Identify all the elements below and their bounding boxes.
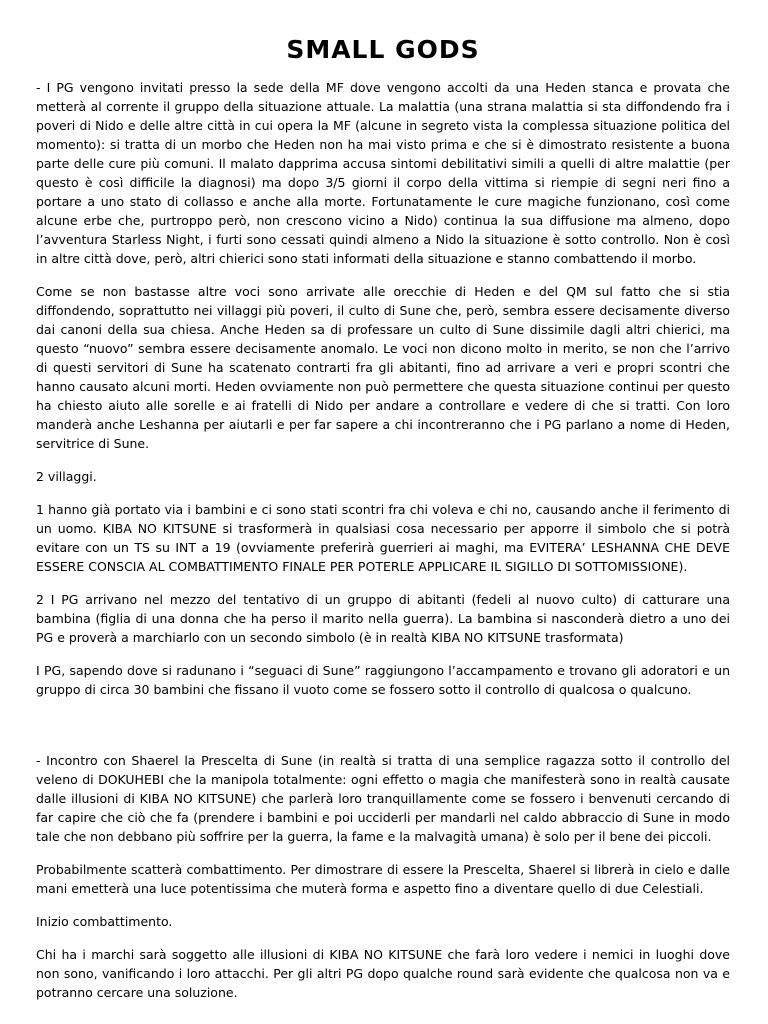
paragraph-village-two: 2 I PG arrivano nel mezzo del tentativo di un gruppo di abitanti (fedeli al nuovo culto) di catturare una bambina (figlia di una donna che ha perso il marito nella guerra). La bambina si nasconderà dietro a uno dei PG e proverà a marchiarlo con un secondo simbolo (è in realtà KIBA NO KITSUNE trasformata): [36, 592, 730, 645]
document-title: SMALL GODS: [286, 35, 480, 64]
section-spacer: [36, 713, 730, 751]
paragraph-village-one: 1 hanno già portato via i bambini e ci sono stati scontri fra chi voleva e chi no, causando anche il ferimento di un uomo. KIBA NO KITSUNE si trasformerà in qualsiasi cosa necessario per apporre il simbolo che si potrà evitare con un TS su INT a 19 (ovviamente preferirà guerrieri ai maghi, ma EVITERA’ LESHANNA CHE DEVE ESSERE CONSCIA AL COMBATTIMENTO FINALE PER POTERLE APPLICARE IL SIGILLO DI SOTTOMISSIONE).: [36, 502, 730, 574]
paragraph-camp: I PG, sapendo dove si radunano i “seguaci di Sune” raggiungono l’accampamento e trovano gli adoratori e un gruppo di circa 30 bambini che fissano il vuoto come se fossero sotto il controllo di qualcosa o qualcuno.: [36, 663, 730, 697]
paragraph-illusions: Chi ha i marchi sarà soggetto alle illusioni di KIBA NO KITSUNE che farà loro vedere i nemici in luoghi dove non sono, vanificando i loro attacchi. Per gli altri PG dopo qualche round sarà evidente che qualcosa non va e potranno cercare una soluzione.: [36, 947, 730, 1000]
paragraph-combat-start: Probabilmente scatterà combattimento. Per dimostrare di essere la Prescelta, Shaerel si librerà in cielo e dalle mani emetterà una luce potentissima che muterà forma e aspetto fino a diventare quello di due Celestiali.: [36, 862, 730, 896]
paragraph-intro: - I PG vengono invitati presso la sede della MF dove vengono accolti da una Heden stanca e provata che metterà al corrente il gruppo della situazione attuale. La malattia (una strana malattia si sta diffondendo fra i poveri di Nido e delle altre città in cui opera la MF (alcune in segreto vista la complessa situazione politica del momento): si tratta di un morbo che Heden non ha mai visto prima e che si è dimostrato resistente a buona parte delle cure più comuni. Il malato dapprima accusa sintomi debilitativi simili a quelli di altre malattie (per questo è così difficile la diagnosi) ma dopo 3/5 giorni il corpo della vittima si riempie di segni neri fino a portare a uno stato di collasso e anche alla morte. Fortunatamente le cure magiche funzionano, così come alcune erbe che, purtroppo però, non crescono vicino a Nido) continua la sua diffusione ma almeno, dopo l’avventura Starless Night, i furti sono cessati quindi almeno a Nido la situazione è sotto controllo. Non è così in altre città dove, però, altri chierici sono stati informati della situazione e stanno combattendo il morbo.: [36, 80, 730, 266]
paragraph-shaerel: - Incontro con Shaerel la Prescelta di Sune (in realtà si tratta di una semplice ragazza sotto il controllo del veleno di DOKUHEBI che la manipola totalmente: ogni effetto o magia che manifesterà sono in realtà causate dalle illusioni di KIBA NO KITSUNE) che parlerà loro tranquillamente come se fossero i benvenuti cercando di far capire che ciò che fa (prendere i bambini e poi ucciderli per mandarli nel caldo abbraccio di Sune in modo tale che non debbano più soffrire per la guerra, la fame e la malvagità umana) è solo per il bene dei piccoli.: [36, 753, 730, 844]
document-page: [36, 34, 730, 1016]
paragraph-villages: 2 villaggi.: [36, 469, 97, 484]
paragraph-sune-cult: Come se non bastasse altre voci sono arrivate alle orecchie di Heden e del QM sul fatto che si stia diffondendo, soprattutto nei villaggi più poveri, il culto di Sune che, però, sembra essere decisamente diverso dai canoni della sua chiesa. Anche Heden sa di professare un culto di Sune dissimile dagli altri chierici, ma questo “nuovo” sembra essere decisamente anomalo. Le voci non dicono molto in merito, se non che l’arrivo di questi servitori di Sune ha scatenato contrarti fra gli abitanti, fino ad arrivare a veri e propri scontri che hanno causato alcuni morti. Heden ovviamente non può permettere che questa situazione continui per questo ha chiesto aiuto alle sorelle e ai fratelli di Nido per andare a controllare e vedere di che si tratti. Con loro manderà anche Leshanna per aiutarli e per far sapere a chi incontreranno che i PG parlano a nome di Heden, servitrice di Sune.: [36, 284, 730, 451]
paragraph-combat-begin: Inizio combattimento.: [36, 914, 173, 929]
